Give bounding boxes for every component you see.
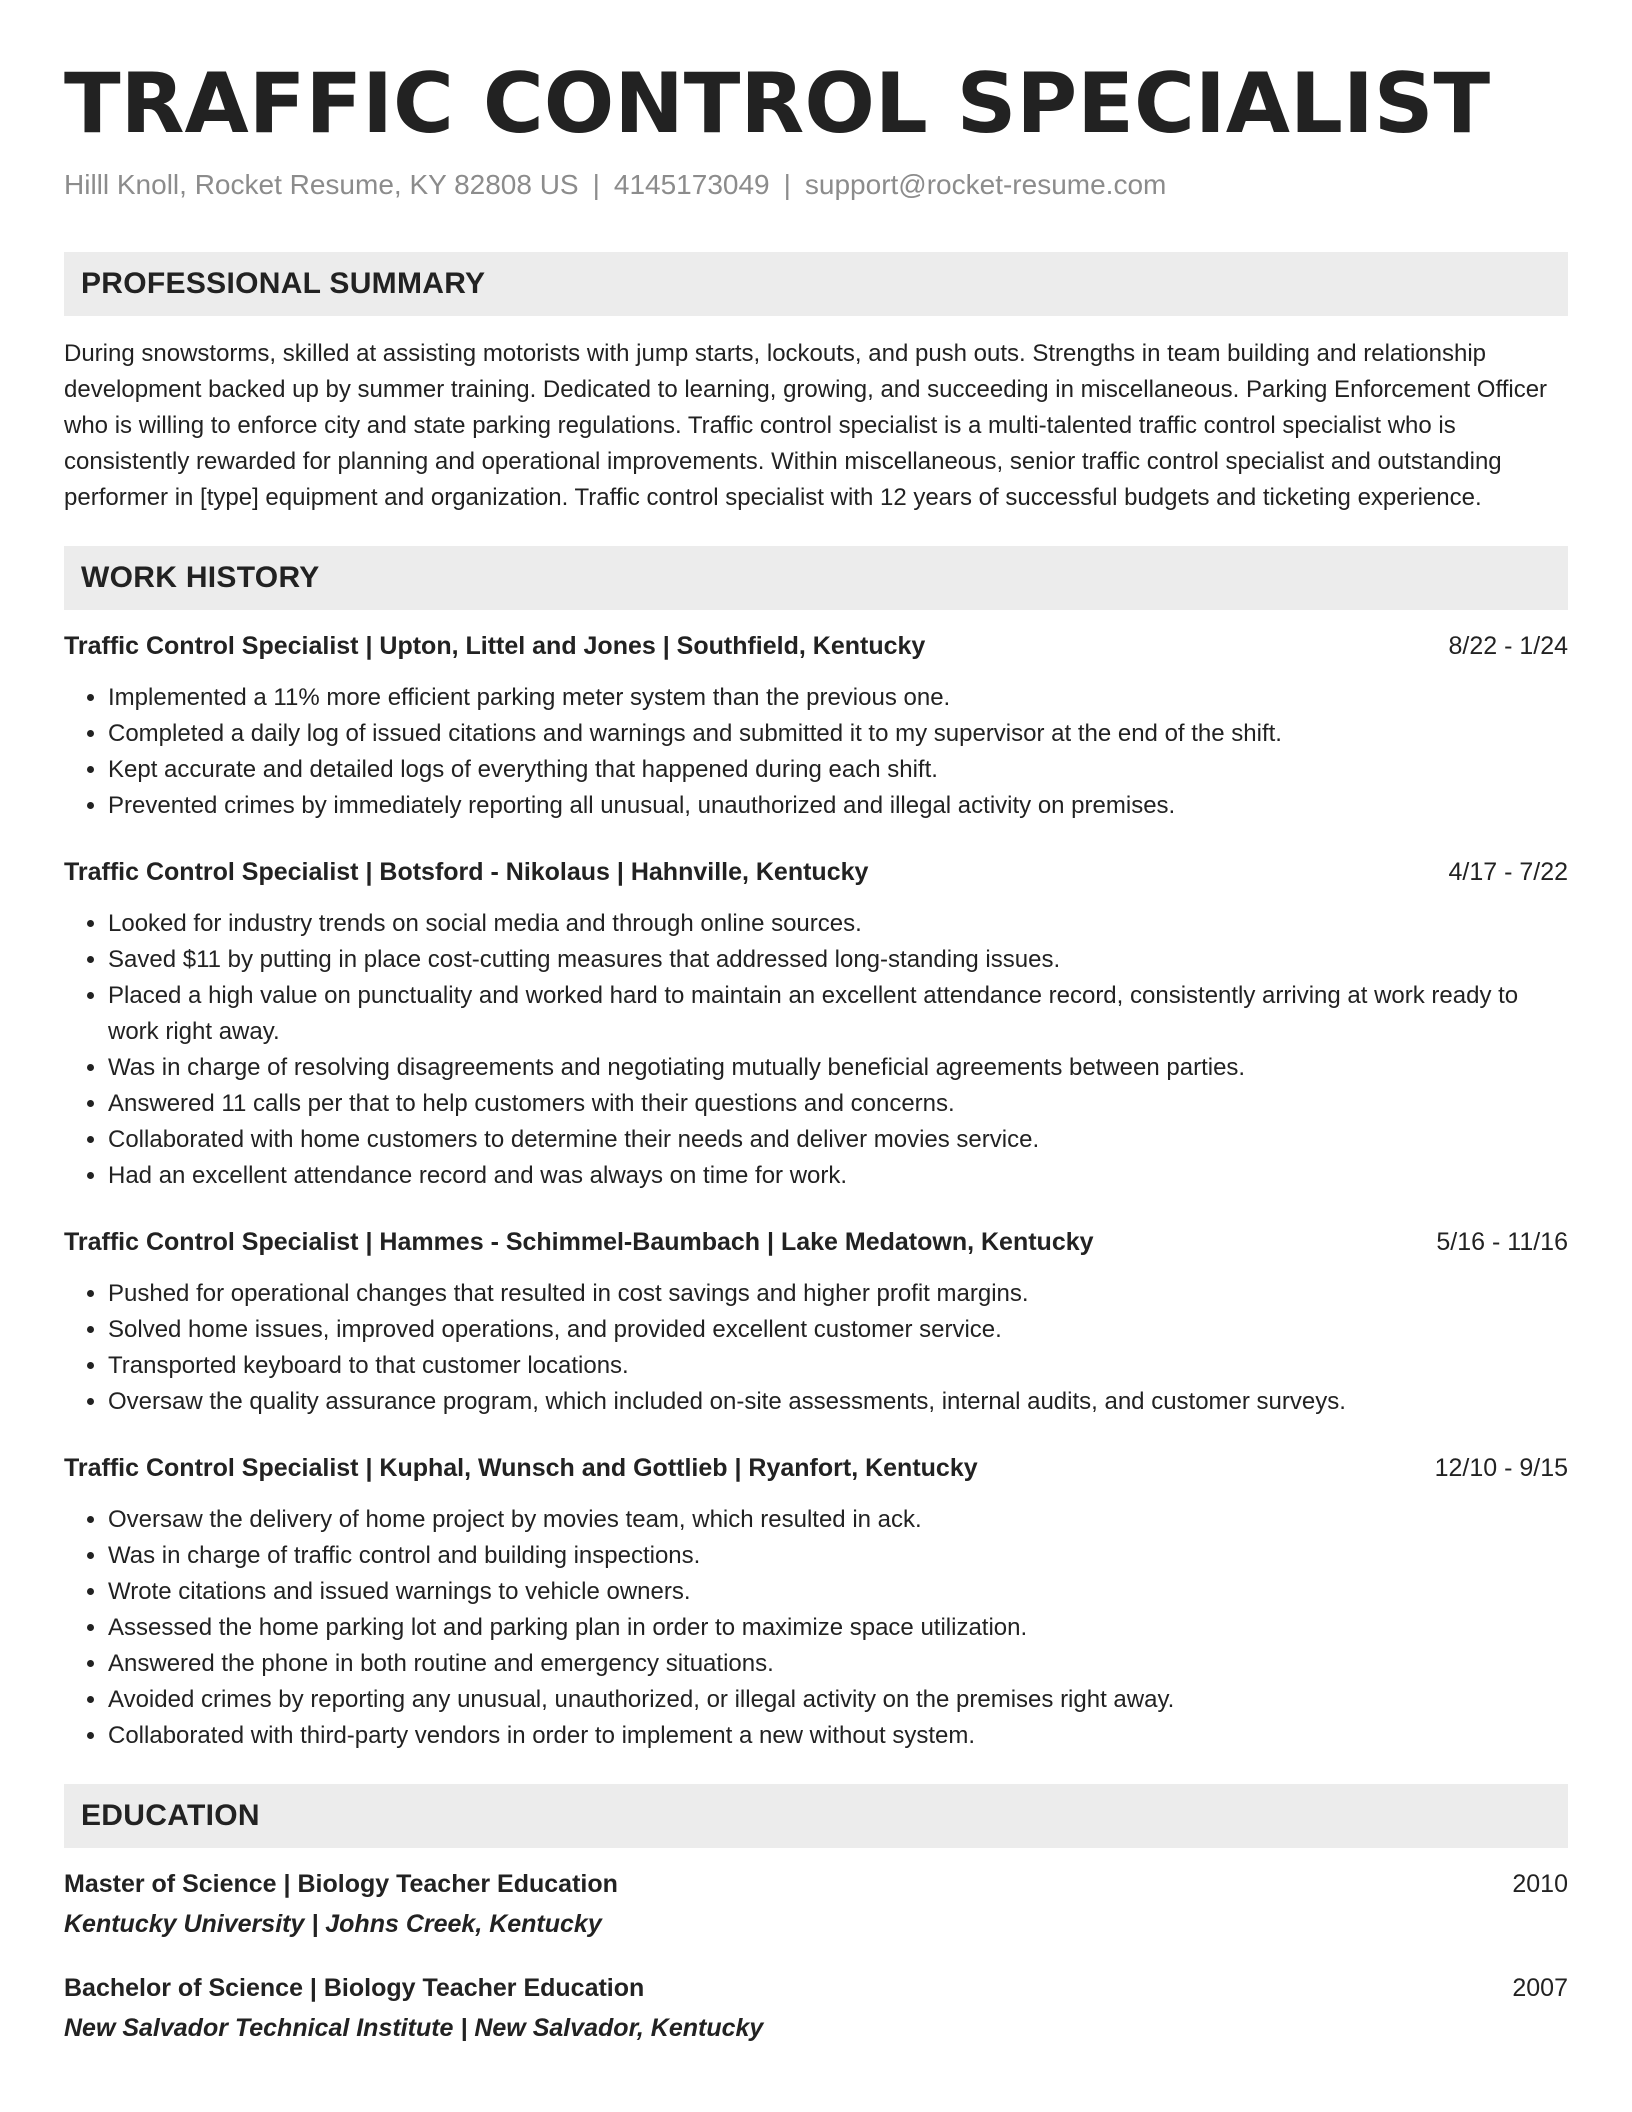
job-bullet: • Transported keyboard to that customer locations. <box>108 1348 1568 1384</box>
job-bullet: • Answered 11 calls per that to help customers with their questions and concerns. <box>108 1086 1568 1122</box>
job-bullet: • Collaborated with home customers to determine their needs and deliver movies service. <box>108 1122 1568 1158</box>
education-year: 2007 <box>1512 1974 1568 2002</box>
job-bullet: • Kept accurate and detailed logs of everything that happened during each shift. <box>108 752 1568 788</box>
job-dates: 5/16 - 11/16 <box>1436 1228 1568 1256</box>
job-title: Traffic Control Specialist | Botsford - Nikolaus | Hahnville, Kentucky <box>64 858 869 886</box>
education-header <box>64 1866 1568 1902</box>
candidate-name: TRAFFIC CONTROL SPECIALIST <box>64 55 1491 152</box>
contact-separator: | <box>592 169 600 200</box>
job-header <box>64 628 1568 664</box>
job-header <box>64 1450 1568 1486</box>
job-bullet: • Saved $11 by putting in place cost-cutting measures that addressed long-standing issues. <box>108 942 1568 978</box>
education-degree: Master of Science | Biology Teacher Education <box>64 1870 618 1898</box>
section-header-summary: PROFESSIONAL SUMMARY <box>64 252 1568 316</box>
job-dates: 8/22 - 1/24 <box>1448 632 1568 660</box>
contact-line <box>64 168 1568 202</box>
education-header <box>64 1970 1568 2006</box>
section-header-education: EDUCATION <box>64 1784 1568 1848</box>
job-bullet: • Completed a daily log of issued citations and warnings and submitted it to my supervisor at the end of the shift. <box>108 716 1568 752</box>
section-header-work-history: WORK HISTORY <box>64 546 1568 610</box>
education-entry <box>64 1866 1568 1942</box>
job-bullet: • Was in charge of traffic control and building inspections. <box>108 1538 1568 1574</box>
contact-separator: | <box>783 169 791 200</box>
job-dates: 12/10 - 9/15 <box>1434 1454 1568 1482</box>
job-bullet: • Placed a high value on punctuality and worked hard to maintain an excellent attendance record, consistently arriving at work ready to work right away. <box>108 978 1568 1050</box>
job-bullet: • Assessed the home parking lot and parking plan in order to maximize space utilization. <box>108 1610 1568 1646</box>
job-entry <box>64 854 1568 1194</box>
job-bullet: • Oversaw the delivery of home project by movies team, which resulted in ack. <box>108 1502 1568 1538</box>
job-bullet: • Pushed for operational changes that resulted in cost savings and higher profit margins. <box>108 1276 1568 1312</box>
job-bullets <box>64 1276 1568 1420</box>
education-school: Kentucky University | Johns Creek, Kentucky <box>64 1910 602 1938</box>
job-bullet: • Oversaw the quality assurance program, which included on-site assessments, internal audits, and customer surveys. <box>108 1384 1568 1420</box>
education-school: New Salvador Technical Institute | New Salvador, Kentucky <box>64 2014 764 2042</box>
job-bullet: • Collaborated with third-party vendors in order to implement a new without system. <box>108 1718 1568 1754</box>
job-bullets <box>64 906 1568 1194</box>
job-bullets <box>64 680 1568 824</box>
job-title: Traffic Control Specialist | Kuphal, Wunsch and Gottlieb | Ryanfort, Kentucky <box>64 1454 978 1482</box>
contact-phone: 4145173049 <box>613 169 770 200</box>
job-bullet: • Solved home issues, improved operations, and provided excellent customer service. <box>108 1312 1568 1348</box>
summary-text: During snowstorms, skilled at assisting motorists with jump starts, lockouts, and push outs. Strengths in team building and relationship development backed up by summer training. Dedicated to learning, growing, and succeeding in miscellaneous. Parking Enforcement Officer who is willing to enforce city and state parking regulations. Traffic control specialist is a multi-talented traffic control specialist who is consistently rewarded for planning and operational improvements. Within miscellaneous, senior traffic control specialist and outstanding performer in [type] equipment and organization. Traffic control specialist with 12 years of successful budgets and ticketing experience. <box>64 340 1548 511</box>
job-bullet: • Avoided crimes by reporting any unusual, unauthorized, or illegal activity on the premises right away. <box>108 1682 1568 1718</box>
job-title: Traffic Control Specialist | Upton, Littel and Jones | Southfield, Kentucky <box>64 632 926 660</box>
job-entry <box>64 1224 1568 1420</box>
education-entry <box>64 1970 1568 2046</box>
job-bullet: • Prevented crimes by immediately reporting all unusual, unauthorized and illegal activity on premises. <box>108 788 1568 824</box>
job-header <box>64 1224 1568 1260</box>
job-bullets <box>64 1502 1568 1754</box>
work-history-list <box>64 628 1568 1754</box>
job-bullet: • Wrote citations and issued warnings to vehicle owners. <box>108 1574 1568 1610</box>
education-degree: Bachelor of Science | Biology Teacher Education <box>64 1974 645 2002</box>
job-bullet: • Was in charge of resolving disagreements and negotiating mutually beneficial agreements between parties. <box>108 1050 1568 1086</box>
job-header <box>64 854 1568 890</box>
job-bullet: • Answered the phone in both routine and emergency situations. <box>108 1646 1568 1682</box>
job-dates: 4/17 - 7/22 <box>1448 858 1568 886</box>
job-bullet: • Looked for industry trends on social media and through online sources. <box>108 906 1568 942</box>
job-entry <box>64 1450 1568 1754</box>
contact-email: support@rocket-resume.com <box>804 169 1167 200</box>
education-year: 2010 <box>1512 1870 1568 1898</box>
job-entry <box>64 628 1568 824</box>
job-bullet: • Had an excellent attendance record and was always on time for work. <box>108 1158 1568 1194</box>
job-title: Traffic Control Specialist | Hammes - Schimmel-Baumbach | Lake Medatown, Kentucky <box>64 1228 1094 1256</box>
contact-address: Hilll Knoll, Rocket Resume, KY 82808 US <box>64 169 579 200</box>
job-bullet: • Implemented a 11% more efficient parking meter system than the previous one. <box>108 680 1568 716</box>
education-list <box>64 1866 1568 2046</box>
